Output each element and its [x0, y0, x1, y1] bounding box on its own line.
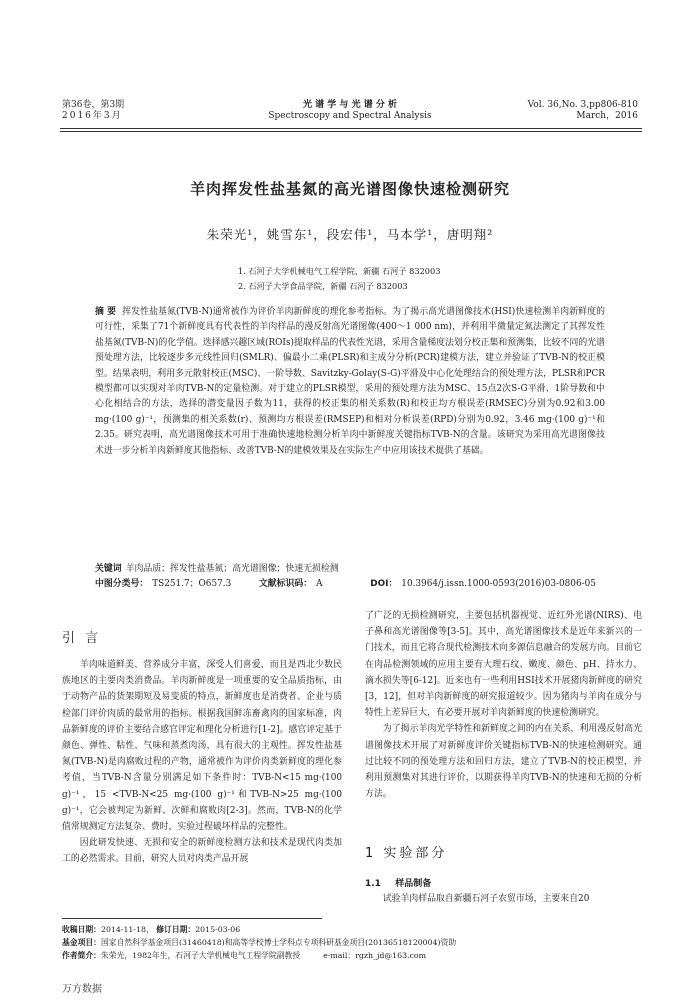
header-volume-en: Vol. 36,No. 3,pp806-810	[527, 100, 638, 110]
classification-line	[95, 577, 605, 592]
clc-label: 中图分类号：	[95, 579, 149, 589]
keywords-text: 羊肉品质；挥发性盐基氮；高光谱图像；快速无损检测	[125, 564, 339, 574]
subsection-title: 样品制备	[395, 879, 432, 889]
footnote-bio	[62, 950, 652, 963]
subsection-1-1	[365, 876, 431, 889]
footnote-divider	[62, 918, 322, 919]
fund-label: 基金项目：	[62, 938, 101, 947]
watermark: 万方数据	[62, 984, 102, 995]
received-date: 2014-11-18，	[100, 925, 154, 934]
doc-code-value: A	[316, 579, 323, 589]
intro-paragraph-2: 因此研发快速、无损和安全的新鲜度检测方法和技术是现代肉类加工的必然需求。目前，研究人员对肉类产品开展	[62, 838, 342, 865]
section-1-text: 试验羊肉样品取自新疆石河子农贸市场，主要来自20	[382, 894, 590, 904]
abstract	[95, 305, 605, 459]
clc-value: TS251.7；O657.3	[152, 579, 232, 589]
keywords-label: 关键词	[95, 564, 122, 574]
revised-date: 2015-03-06	[195, 925, 241, 934]
header-date-en: March，2016	[576, 111, 638, 121]
footnote-dates	[62, 924, 652, 937]
intro-left-column	[62, 657, 342, 868]
intro-paragraph-2-cont: 了广泛的无损检测研究，主要包括机器视觉、近红外光谱(NIRS)、电子鼻和高光谱图像等[3-5]。其中，高光谱图像技术是近年来新兴的一门技术，而且它将合现代检测技术向多源信息融合的发展方向。目前它在肉品检测领域的应用主要有大理石纹、嫩度、颜色、pH、持水力、滴水损失等[6-12]。近来也有一些利用HSI技术开展猪肉新鲜度的研究[3，12]，但对羊肉新鲜度的研究报道较少。因为猪肉与羊肉在成分与特性上差异巨大，有必要开展对羊肉新鲜度的快速检测研究。	[365, 611, 642, 719]
header-journal-en: Spectroscopy and Spectral Analysis	[268, 111, 432, 121]
bio-label: 作者简介：	[62, 951, 101, 960]
abstract-text: 挥发性盐基氮(TVB-N)通常被作为评价羊肉新鲜度的理化参考指标。为了揭示高光谱图像技术(HSI)快速检测羊肉新鲜度的可行性，采集了71个新鲜度具有代表性的羊肉样品的漫反射高光谱图像(400～1 000 nm)，并利用半微量定氮法测定了其挥发性盐基氮(TVB-N)的化学值。选择感兴趣区域(ROIs)提取样品的代表性光谱，采用含量梯度法划分校正集和预测集，比较不同的光谱预处理方法，比较逐步多元线性回归(SMLR)、偏最小二乘(PLSR)和主成分分析(PCR)建模方法，建立并验证了TVB-N的校正模型。结果表明，利用多元散射校正(MSC)、一阶导数、Savitzky-Golay(S-G)平滑及中心化处理结合的预处理方法，PLSR和PCR模型都可以实现对羊肉TVB-N的定量检测。对于建立的PLSR模型，采用的预处理方法为MSC、15点2次S-G平滑、1阶导数和中心化相结合的方法，选择的潜变量因子数为11，获得的校正集的相关系数(R)和校正均方根误差(RMSEC)分别为0.92和3.00 mg·(100 g)⁻¹，预测集的相关系数(r)、预测均方根误差(RMSEP)和相对分析误差(RPD)分别为0.92，3.46 mg·(100 g)⁻¹和2.35。研究表明，高光谱图像技术可用于准确快速地检测分析羊肉中新鲜度关键指标TVB-N的含量。该研究为采用高光谱图像技术进一步分析羊肉新鲜度其他指标、改善TVB-N的建模效果及在实际生产中应用该技术提供了基础。	[95, 307, 605, 456]
header-journal-cn: 光 谱 学 与 光 谱 分 析	[303, 100, 397, 110]
header-volume-cn: 第36卷，第3期	[62, 100, 125, 110]
doi-value: 10.3964/j.issn.1000-0593(2016)03-0806-05	[401, 579, 596, 589]
affiliation-1: 1. 石河子大学机械电气工程学院，新疆 石河子 832003	[238, 266, 441, 276]
footnote-fund	[62, 937, 652, 950]
keywords	[95, 562, 605, 577]
received-label: 收稿日期：	[62, 925, 101, 934]
subsection-number: 1.1	[365, 879, 381, 889]
paper-title: 羊肉挥发性盐基氮的高光谱图像快速检测研究	[189, 180, 510, 198]
intro-right-column	[365, 608, 642, 802]
header-issue	[528, 100, 638, 122]
doi-label: DOI：	[370, 579, 398, 589]
header-divider	[60, 128, 642, 129]
revised-label: 修订日期：	[156, 925, 196, 934]
header-date-cn: 2016年3月	[62, 111, 123, 121]
bio-text: 朱荣光，1982年生，石河子大学机械电气工程学院副教授	[100, 951, 301, 960]
author-email: e-mail：rgzh_jd@163.com	[323, 951, 426, 960]
doc-code-label: 文献标识码：	[258, 579, 313, 589]
abstract-label: 摘 要	[95, 307, 117, 317]
header-divider-thin	[60, 131, 642, 132]
intro-paragraph-1: 羊肉味道鲜美、营养成分丰富，深受人们喜爱，而且是西北少数民族地区的主要肉类消费品。羊肉新鲜度是一项重要的安全品质指标，由于动物产品的货架期短及易变质的特点，新鲜度也是消费者、企业与质检部门评价肉质的最常用的指标。根据我国鲜冻畜禽肉的国家标准，肉品新鲜度的评价主要结合感官评定和理化分析进行[1-2]。感官评定基于颜色、弹性、粘性、气味和蒸煮肉汤，具有很大的主观性。挥发性盐基氮(TVB-N)是肉腐败过程的产物，通常被作为评价肉类新鲜度的理化参考值，当TVB-N含量分别满足如下条件时：TVB-N<15 mg·(100 g)⁻¹，15 <TVB-N<25 mg·(100 g)⁻¹和TVB-N>25 mg·(100 g)⁻¹，它会被判定为新鲜、次鲜和腐败肉[2-3]。然而，TVB-N的化学值常规测定方法复杂、费时，实验过程破坏样品的完整性。	[62, 660, 342, 833]
intro-paragraph-3: 为了揭示羊肉光学特性和新鲜度之间的内在关系，利用漫反射高光谱图像技术开展了对新鲜度评价关键指标TVB-N的快速检测研究。通过比较不同的预处理方法和回归方法，建立了TVB-N的校正模型，并利用预测集对其进行评价，以期获得羊肉TVB-N的快速和无损的分析方法。	[365, 724, 642, 800]
intro-heading: 引 言	[62, 631, 102, 646]
affiliation-2: 2. 石河子大学食品学院，新疆 石河子 832003	[238, 281, 408, 291]
author-list: 朱荣光¹，姚雪东¹，段宏伟¹，马本学¹，唐明翔²	[206, 227, 494, 242]
fund-text: 国家自然科学基金项目(31460418)和高等学校博士学科点专项科研基金项目(20136518120004)资助	[100, 938, 457, 947]
section-1-heading: 1 实验部分	[365, 846, 448, 861]
